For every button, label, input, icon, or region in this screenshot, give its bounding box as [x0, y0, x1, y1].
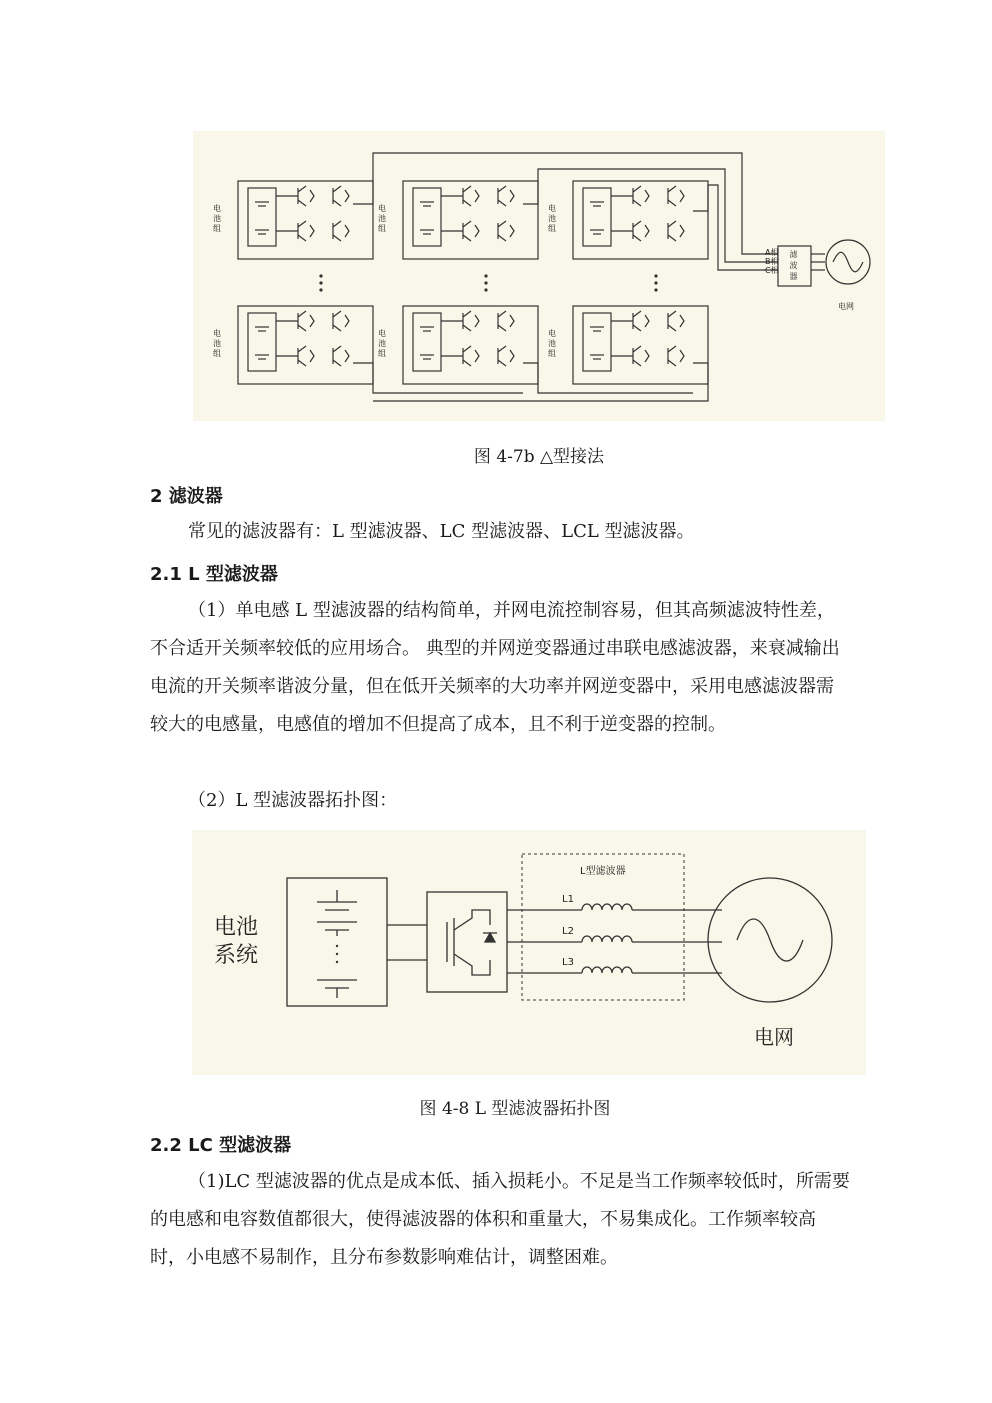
battery-group-label — [213, 204, 225, 244]
filter-label: 滤波器 — [789, 250, 798, 281]
battery-group-text: 电池组 — [213, 329, 221, 358]
section21-para1: （1）单电感 L 型滤波器的结构简单，并网电流控制容易，但其高频滤波特性差，不合适开关频率较低的应用场合。 典型的并网逆变器通过串联电感滤波器，来衰减输出电流的开关频率谐波分量，但在低开关频率的大功率并网逆变器中，采用电感滤波器需较大的电感量，电感值的增加不但提高了成本，且不利于逆变器的控制。 — [150, 600, 840, 735]
battery-group-text: 电池组 — [548, 204, 556, 233]
battery-group-text: 电池组 — [548, 329, 556, 358]
grid-label: 电网 — [838, 302, 854, 311]
battery-group-label — [548, 204, 560, 244]
section2-intro: 常见的滤波器有：L 型滤波器、LC 型滤波器、LCL 型滤波器。 — [188, 521, 695, 542]
section21-para2: （2）L 型滤波器拓扑图： — [188, 790, 398, 811]
battery-group-label — [213, 329, 225, 369]
battery-group-label — [378, 204, 390, 244]
l-filter-topology-diagram — [192, 830, 866, 1075]
section22-para1: （1)LC 型滤波器的优点是成本低、插入损耗小。不足是当工作频率较低时，所需要的电感和电容数值都很大，使得滤波器的体积和重量大，不易集成化。工作频率较高时，小电感不易制作，且分布参数影响难估计，调整困难。 — [150, 1171, 850, 1268]
section21-heading: 2.1 L 型滤波器 — [150, 564, 278, 585]
battery-system-label-line1: 电池 — [214, 915, 259, 940]
section22-heading: 2.2 LC 型滤波器 — [150, 1135, 292, 1156]
phase-a-label: A相 — [765, 248, 779, 257]
battery-group-text: 电池组 — [378, 329, 386, 358]
phase-c-label: C相 — [765, 266, 779, 275]
inductor-l1-label: L1 — [562, 894, 574, 905]
battery-system-label-line2: 系统 — [214, 943, 259, 968]
battery-group-label — [548, 329, 560, 369]
grid-label-fig2: 电网 — [754, 1025, 794, 1049]
battery-group-label — [378, 329, 390, 369]
section2-heading: 2 滤波器 — [150, 486, 223, 507]
l-filter-box-label: L型滤波器 — [580, 866, 626, 877]
figure1-caption: 图 4-7b △型接法 — [473, 447, 605, 467]
battery-group-text: 电池组 — [378, 204, 386, 233]
inductor-l2-label: L2 — [562, 926, 574, 937]
figure2-caption: 图 4-8 L 型滤波器拓扑图 — [419, 1099, 611, 1119]
figure-l-filter-topology — [192, 830, 866, 1075]
inductor-l3-label: L3 — [562, 957, 574, 968]
phase-b-label: B相 — [765, 257, 779, 266]
figure-delta-connection — [193, 131, 885, 421]
delta-connection-diagram — [193, 131, 885, 421]
battery-group-text: 电池组 — [213, 204, 221, 233]
